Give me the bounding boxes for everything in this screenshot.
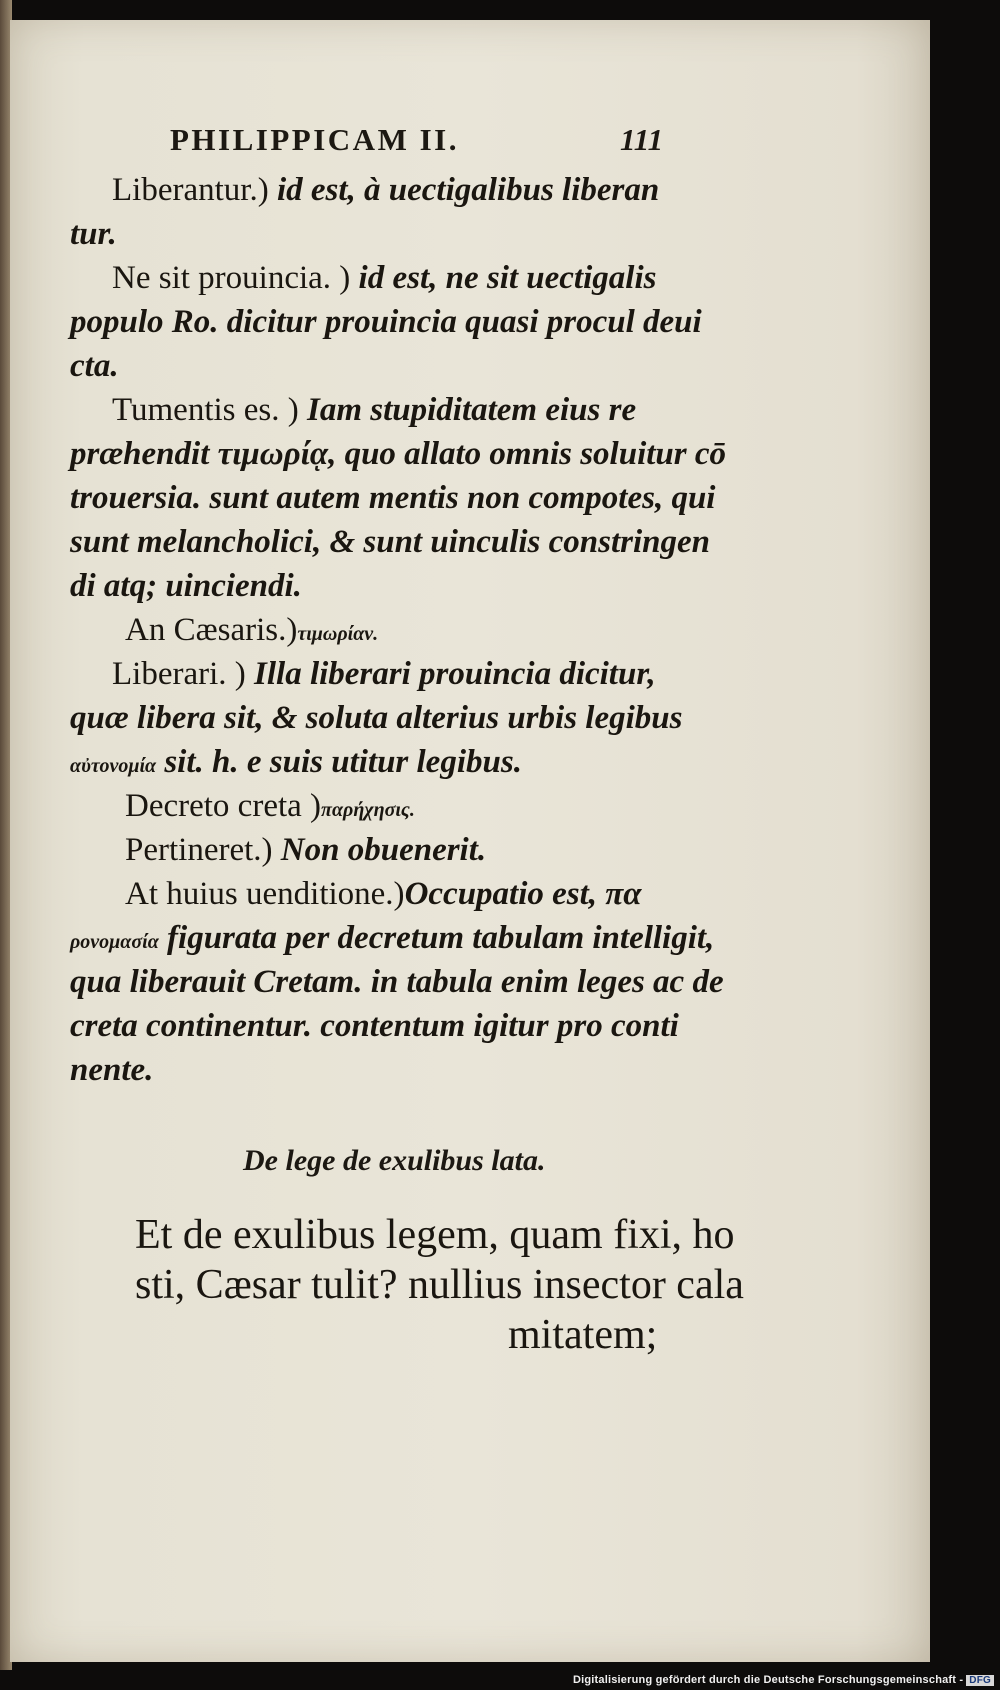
lemma-text: Decreto creta ) <box>125 788 322 824</box>
lemma-text: Tumentis es. ) <box>112 392 299 428</box>
commentary-line <box>70 300 730 344</box>
commentary-line <box>70 212 730 256</box>
gloss-text: Iam stupiditatem eius re <box>298 392 637 428</box>
gloss-text: sunt melancholici, & sunt uinculis constringen <box>70 524 711 560</box>
commentary-line <box>70 608 730 652</box>
credit-text: Digitalisierung gefördert durch die Deutsche Forschungsgemeinschaft - <box>572 1674 964 1686</box>
commentary-line <box>70 784 730 828</box>
commentary-line <box>70 1048 730 1092</box>
book-page <box>10 20 930 1662</box>
gloss-text: creta continentur. contentum igitur pro conti <box>70 1008 679 1044</box>
commentary-line <box>70 872 730 916</box>
gloss-text: trouersia. sunt autem mentis non compotes, qui <box>70 480 716 516</box>
lemma-text: Pertineret.) <box>125 832 273 868</box>
commentary-line <box>70 388 730 432</box>
commentary-line <box>70 168 730 212</box>
gloss-text: di atq; uinciendi. <box>70 568 302 604</box>
section-title: De lege de exulibus lata. <box>243 1144 546 1177</box>
verse-line: mitatem; <box>508 1312 658 1358</box>
greek-term: τιμωρίαν. <box>297 623 379 645</box>
lemma-text: Ne sit prouincia. ) <box>112 260 351 296</box>
gloss-text: Non obuenerit. <box>272 832 487 868</box>
verse-block <box>135 1210 744 1360</box>
gloss-text: sit. h. e suis utitur legibus. <box>156 744 522 780</box>
running-title: PHILIPPICAM II. <box>170 122 459 157</box>
commentary-line <box>70 344 730 388</box>
gloss-text: tur. <box>70 216 117 252</box>
commentary-line <box>70 960 730 1004</box>
gloss-text: Occupatio est, πα <box>404 876 642 912</box>
gloss-text: id est, ne sit uectigalis <box>350 260 657 296</box>
commentary-block <box>70 168 730 1092</box>
commentary-line <box>70 916 730 960</box>
gloss-text: populo Ro. dicitur prouincia quasi procul deui <box>70 304 702 340</box>
commentary-line <box>70 652 730 696</box>
gloss-text: id est, à uectigalibus liberan <box>268 172 660 208</box>
gloss-text: cta. <box>70 348 119 384</box>
gloss-text: nente. <box>70 1052 154 1088</box>
dfg-logo: DFG <box>966 1675 994 1686</box>
lemma-text: At huius uenditione.) <box>125 876 405 912</box>
gloss-text: figurata per decretum tabulam intelligit, <box>158 920 715 956</box>
folio-number: 111 <box>620 122 664 157</box>
greek-term: ρονομασία <box>70 931 159 953</box>
running-header <box>170 122 670 158</box>
verse-line: sti, Cæsar tulit? nullius insector cala <box>135 1262 744 1308</box>
commentary-line <box>70 696 730 740</box>
gloss-text: qua liberauit Cretam. in tabula enim leges ac de <box>70 964 724 1000</box>
commentary-line <box>70 564 730 608</box>
verse-line: Et de exulibus legem, quam fixi, ho <box>135 1212 735 1258</box>
commentary-line <box>70 432 730 476</box>
lemma-text: Liberari. ) <box>112 656 246 692</box>
greek-term: αὐτονομία <box>70 755 157 777</box>
greek-term: παρήχησις. <box>321 799 415 821</box>
gloss-text: præhendit τιμωρίᾳ, quo allato omnis soluitur cō <box>70 436 727 472</box>
lemma-text: Liberantur.) <box>112 172 269 208</box>
commentary-line <box>70 828 730 872</box>
commentary-line <box>70 740 730 784</box>
commentary-line <box>70 1004 730 1048</box>
commentary-line <box>70 520 730 564</box>
gloss-text: quæ libera sit, & soluta alterius urbis legibus <box>70 700 683 736</box>
digitization-credit <box>573 1674 994 1686</box>
lemma-text: An Cæsaris.) <box>125 612 298 648</box>
commentary-line <box>70 256 730 300</box>
commentary-line <box>70 476 730 520</box>
gloss-text: Illa liberari prouincia dicitur, <box>245 656 656 692</box>
